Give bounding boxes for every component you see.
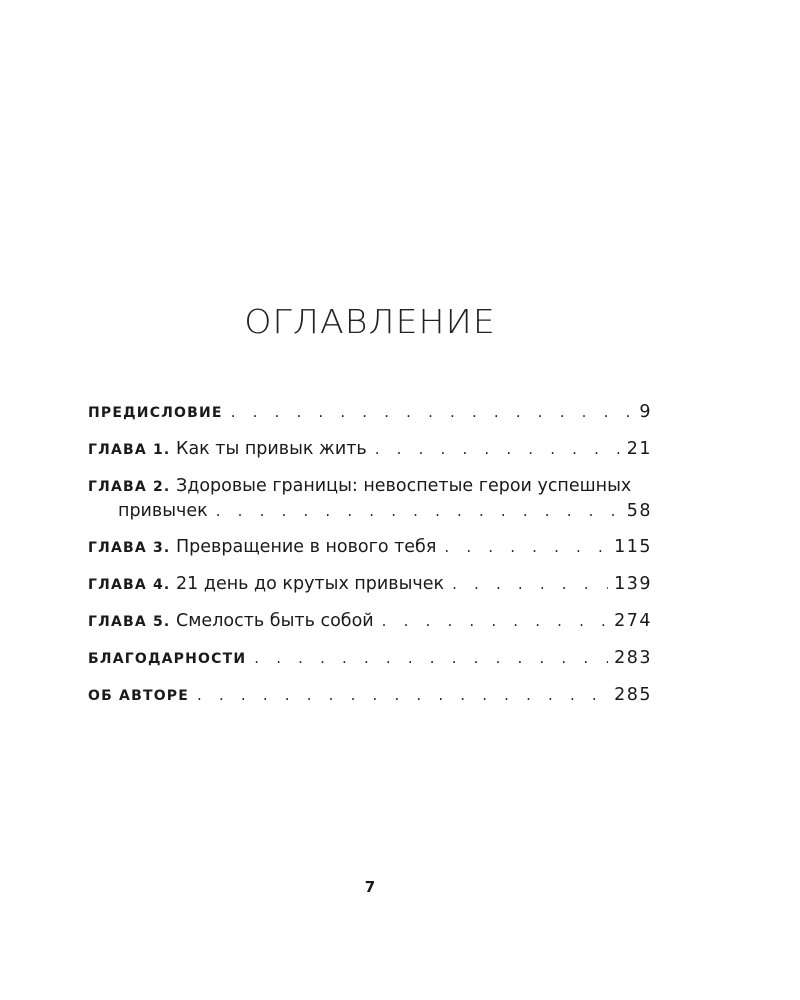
toc-entry-title: 21 день до крутых привычек xyxy=(176,574,445,594)
toc-entry-label: ГЛАВА 5. xyxy=(88,614,171,630)
toc-entry-about-author[interactable] xyxy=(88,683,652,708)
toc-entry-label: ГЛАВА 2. xyxy=(88,479,171,495)
page-title: ОГЛАВЛЕНИЕ xyxy=(244,302,496,341)
toc-entry-chapter-3[interactable] xyxy=(88,535,652,560)
dot-leader xyxy=(444,535,608,559)
dot-leader xyxy=(231,400,634,424)
toc-entry-label: БЛАГОДАРНОСТИ xyxy=(88,651,247,667)
toc-page-number: 9 xyxy=(639,402,652,422)
toc-page-number: 115 xyxy=(614,537,652,557)
dot-leader xyxy=(375,437,621,461)
dot-leader xyxy=(216,499,621,523)
toc-entry-acknowledgements[interactable] xyxy=(88,646,652,671)
dot-leader xyxy=(197,683,608,707)
toc-entry-title: Превращение в нового тебя xyxy=(176,537,437,557)
toc-entry-title: Смелость быть собой xyxy=(176,611,374,631)
toc-entry-chapter-1[interactable] xyxy=(88,437,652,462)
toc-entry-label: ГЛАВА 3. xyxy=(88,540,171,556)
toc-entry-title: Здоровые границы: невоспетые герои успешных xyxy=(176,476,632,496)
toc-entry-label: ГЛАВА 4. xyxy=(88,577,171,593)
dot-leader xyxy=(452,572,608,596)
toc-page-number: 274 xyxy=(614,611,652,631)
toc-entry-label: ОБ АВТОРЕ xyxy=(88,688,190,704)
toc-page-number: 285 xyxy=(614,685,652,705)
toc-page-number: 139 xyxy=(614,574,652,594)
toc-page-number: 58 xyxy=(626,501,652,521)
toc-entry-chapter-4[interactable] xyxy=(88,572,652,597)
toc-page-number: 283 xyxy=(614,648,652,668)
toc-entry-preface[interactable] xyxy=(88,400,652,425)
toc-entry-label: ГЛАВА 1. xyxy=(88,442,171,458)
toc-page-number: 21 xyxy=(626,439,652,459)
page-number: 7 xyxy=(364,878,376,896)
dot-leader xyxy=(254,646,608,670)
toc-entry-title: Как ты привык жить xyxy=(176,439,367,459)
toc-entry-label: ПРЕДИСЛОВИЕ xyxy=(88,405,223,421)
table-of-contents xyxy=(88,400,652,720)
toc-entry-title-continued: привычек xyxy=(118,501,208,521)
toc-entry-chapter-2[interactable] xyxy=(88,474,652,523)
toc-entry-chapter-5[interactable] xyxy=(88,609,652,634)
dot-leader xyxy=(382,609,608,633)
